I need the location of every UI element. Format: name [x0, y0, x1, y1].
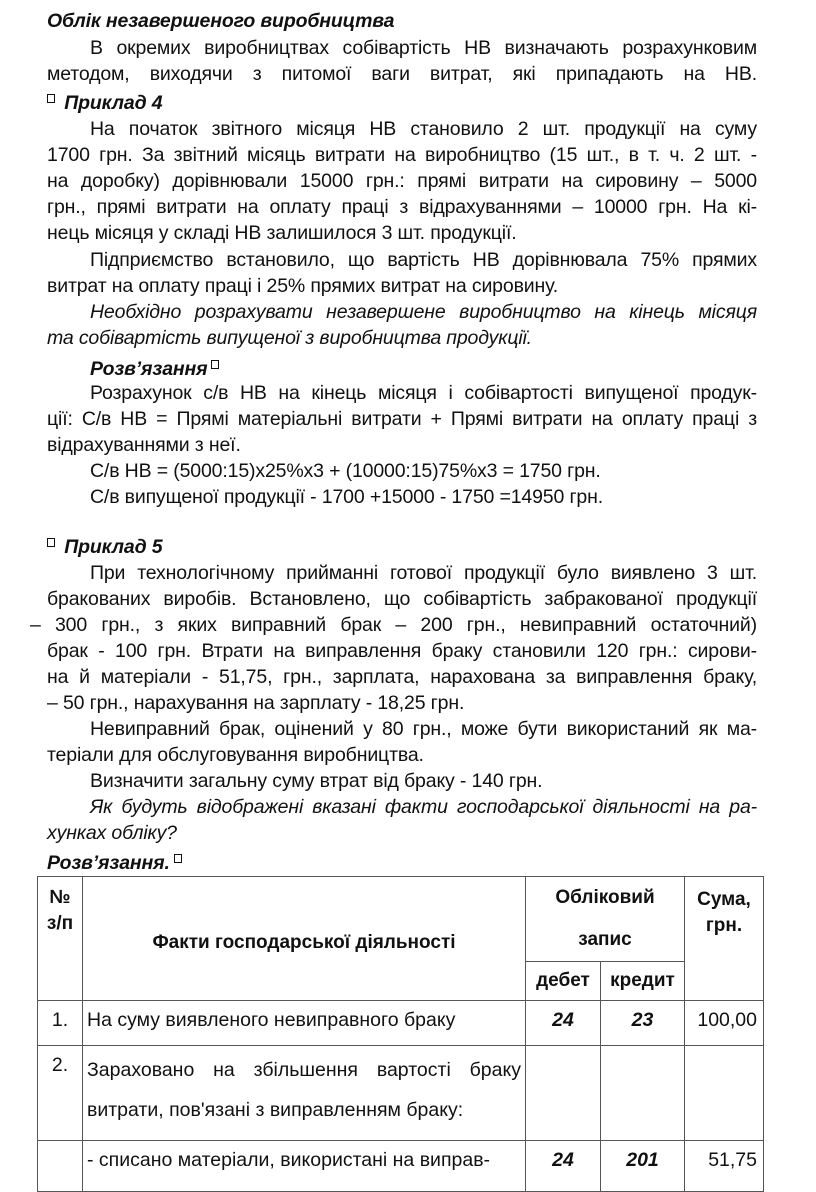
row-sum — [685, 1046, 764, 1141]
header-no-line1: № — [49, 887, 71, 908]
table-row — [38, 1141, 764, 1192]
row-sum: 51,75 — [685, 1141, 764, 1192]
table-row — [38, 1046, 764, 1141]
ex5-p1-line2: бракованих виробів. Встановлено, що собівартість забракованої продукції — [47, 588, 757, 610]
row-fact — [83, 1046, 526, 1141]
table-header-row — [38, 877, 764, 962]
example4-title: Приклад 4 — [64, 92, 163, 114]
header-no-line2: з/п — [46, 913, 74, 934]
small-square-icon — [174, 854, 182, 863]
row-no: 1. — [38, 1001, 83, 1046]
header-credit: кредит — [601, 962, 685, 1001]
header-no — [38, 877, 83, 1001]
ex4-sol-line1: Розрахунок с/в НВ на кінець місяця і собівартості випущеної продук- — [90, 382, 757, 404]
header-fact: Факти господарської діяльності — [83, 877, 526, 1001]
ex5-task-line2: хунках обліку? — [47, 822, 177, 844]
ex4-p2-line2: витрат на оплату праці і 25% прямих витрат на сировину. — [47, 275, 559, 297]
intro-line-1: В окремих виробництвах собівартість НВ визначають розрахунковим — [90, 37, 757, 59]
example4-heading — [47, 90, 757, 116]
row-debit — [526, 1046, 601, 1141]
header-debit: дебет — [526, 962, 601, 1001]
header-sum-line1: Сума, — [697, 889, 751, 910]
header-entry-line1: Обліковий — [555, 887, 655, 908]
row-debit: 24 — [526, 1001, 601, 1046]
ex5-p2-line2: теріали для обслуговування виробництва. — [47, 744, 424, 766]
ex4-p2-line1: Підприємство встановило, що вартість НВ дорівнювала 75% прямих — [90, 249, 757, 271]
header-sum — [685, 877, 764, 1001]
ex4-solution-heading — [90, 356, 757, 382]
small-square-icon — [47, 94, 55, 103]
ex4-formula2: С/в випущеної продукції - 1700 +15000 - 1750 =14950 грн. — [90, 486, 603, 508]
ex4-p1-line4: грн., прямі витрати на оплату праці з відрахуваннями – 10000 грн. На кі- — [47, 196, 757, 218]
ex5-p3: Визначити загальну суму втрат від браку - 140 грн. — [90, 770, 543, 792]
example5-title: Приклад 5 — [64, 536, 163, 558]
header-sum-line2: грн. — [705, 915, 743, 936]
row-credit: 23 — [601, 1001, 685, 1046]
row-no: 2. — [38, 1046, 83, 1141]
ex4-p1-line1: На початок звітного місяця НВ становило 2 шт. продукції на суму — [90, 118, 757, 140]
row-debit: 24 — [526, 1141, 601, 1192]
small-square-icon — [47, 538, 55, 547]
row-credit: 201 — [601, 1141, 685, 1192]
row-sum: 100,00 — [685, 1001, 764, 1046]
row-credit — [601, 1046, 685, 1141]
ex5-p1-line4: брак - 100 грн. Втрати на виправлення браку становили 120 грн.: сирови- — [47, 640, 757, 662]
ex4-task-line1: Необхідно розрахувати незавершене виробництво на кінець місяця — [90, 301, 757, 323]
ex4-p1-line3: на доробку) дорівнювали 15000 грн.: прямі витрати на сировину – 5000 — [47, 170, 757, 192]
row-fact: - списано матеріали, використані на виправ- — [83, 1141, 526, 1192]
ex5-solution-title: Розв’язання. — [47, 852, 170, 874]
row-no — [38, 1141, 83, 1192]
row-fact-line2: витрати, пов'язані з виправленням браку: — [87, 1099, 464, 1121]
ex5-task-line1: Як будуть відображені вказані факти господарської діяльності на ра- — [90, 796, 757, 818]
ex5-p1-line6: – 50 грн., нарахування на зарплату - 18,25 грн. — [47, 692, 465, 714]
ex5-p1-line5: на й матеріали - 51,75, грн., зарплата, нарахована за виправлення браку, — [47, 666, 757, 688]
ex4-task-line2: та собівартість випущеної з виробництва продукції. — [47, 327, 532, 349]
intro-line-2: методом, виходячи з питомої ваги витрат, які припадають на НВ. — [47, 63, 757, 85]
ex4-p1-line2: 1700 грн. За звітний місяць витрати на виробництво (15 шт., в т. ч. 2 шт. - — [47, 144, 757, 166]
ex4-solution-title: Розв’язання — [90, 358, 208, 380]
table-row — [38, 1001, 764, 1046]
header-entry-line2: запис — [578, 929, 632, 950]
ex5-p1-line3: – 300 грн., з яких виправний брак – 200 грн., невиправний остаточний) — [30, 614, 757, 636]
ex4-formula1: С/в НВ = (5000:15)х25%х3 + (10000:15)75%х3 = 1750 грн. — [90, 460, 601, 482]
ex4-sol-line2: ції: С/в НВ = Прямі матеріальні витрати + Прямі витрати на оплату праці з — [47, 408, 757, 430]
ex5-solution-heading — [47, 850, 757, 876]
section-title: Облік незавершеного виробництва — [47, 10, 395, 32]
small-square-icon — [211, 360, 219, 369]
row-fact: На суму виявленого невиправного браку — [83, 1001, 526, 1046]
ex5-p1-line1: При технологічному прийманні готової продукції було виявлено 3 шт. — [90, 562, 757, 584]
ex4-p1-line5: нець місяця у складі НВ залишилося 3 шт. продукції. — [47, 222, 517, 244]
ex4-sol-line3: відрахуваннями з неї. — [47, 434, 241, 456]
header-entry — [526, 877, 685, 962]
accounting-entries-table — [37, 876, 764, 1192]
example5-heading — [47, 534, 757, 560]
row-fact-line1: Зараховано на збільшення вартості браку — [87, 1059, 521, 1081]
ex5-p2-line1: Невиправний брак, оцінений у 80 грн., може бути використаний як ма- — [90, 718, 757, 740]
